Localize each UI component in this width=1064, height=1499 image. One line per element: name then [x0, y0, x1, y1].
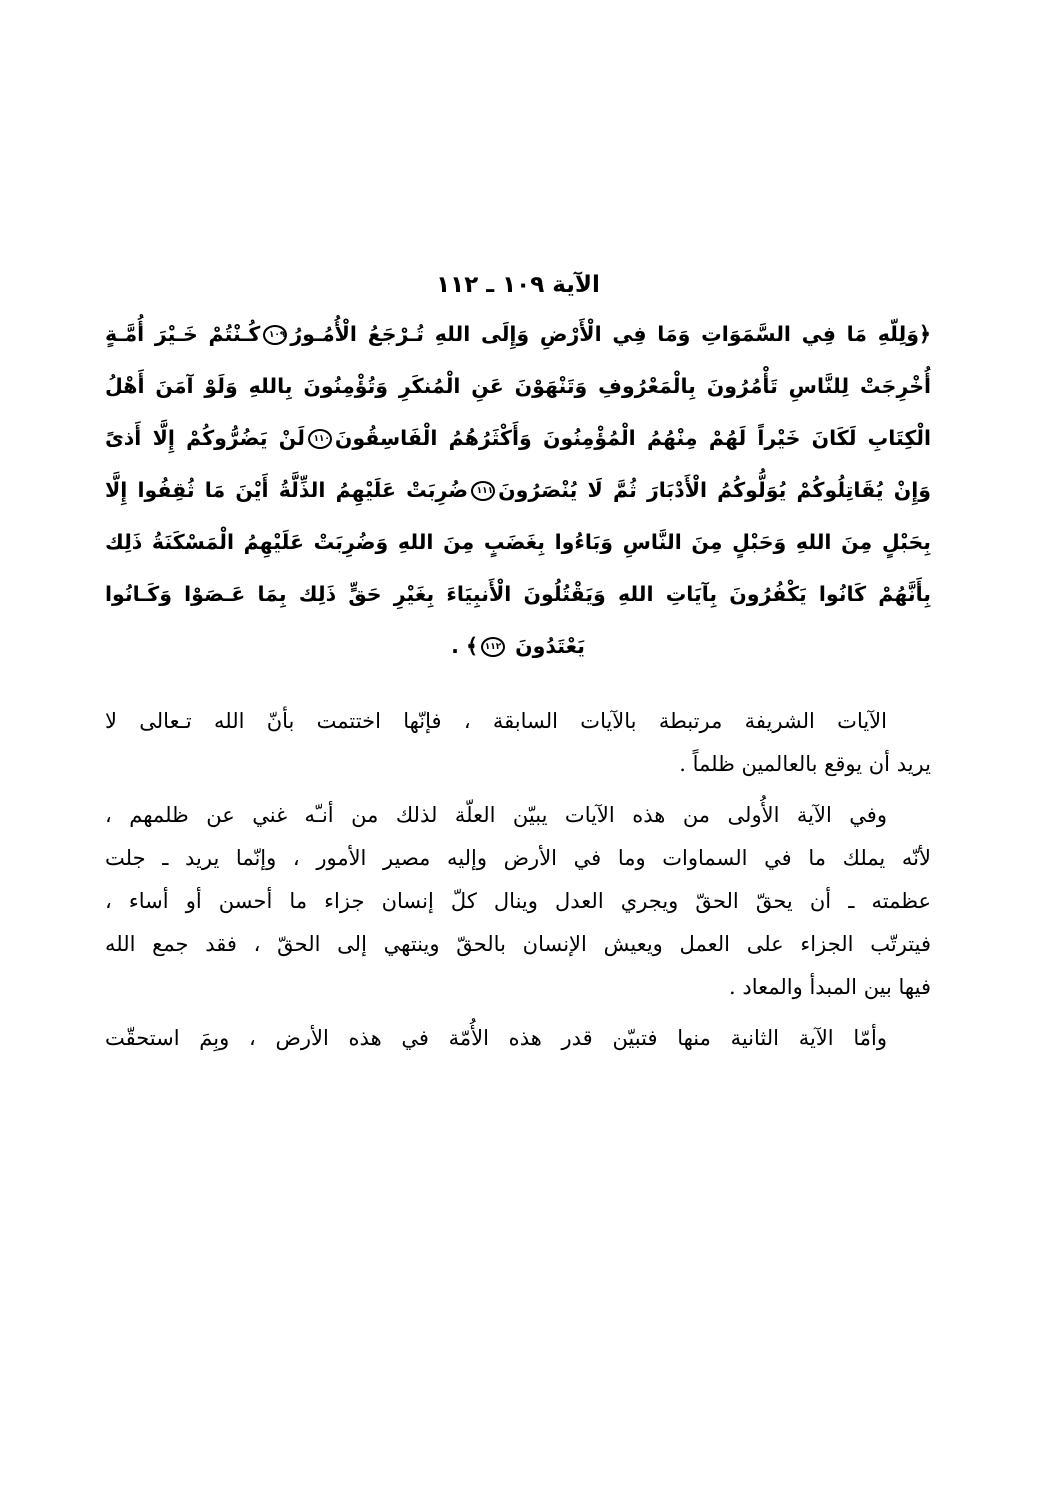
verse-text: كُـنْتُمْ خَـيْرَ أُمَّـةٍ [105, 322, 261, 346]
quran-verses-block [105, 308, 931, 672]
paragraph-2-line-1: وفي الآية الأُولى من هذه الآيات يبيّن العلّة لذلك من أنـّه غني عن ظلمهم ، [105, 803, 887, 827]
verse-text: ﴿وَلِلّهِ مَا فِي السَّمَوَاتِ وَمَا فِي الْأَرْضِ وَإِلَى اللهِ تُـرْجَعُ الْأُمُـورُ [290, 322, 932, 346]
commentary-body [105, 700, 931, 1060]
verse-text: لَنْ يَضُرُّوكُمْ إِلَّا أَذىً [105, 426, 305, 450]
verse-line-5: بِحَبْلٍ مِنَ اللهِ وَحَبْلٍ مِنَ النَّاسِ وَبَاءُوا بِغَضَبٍ مِنَ اللهِ وَضُرِبَتْ عَلَيْهِمُ الْمَسْكَنَةُ ذَلِك [105, 530, 931, 554]
verse-line-7 [105, 620, 931, 672]
verse-heading: الآية ١٠٩ ـ ١١٢ [436, 272, 600, 298]
ayah-number-marker: ١١١ [471, 481, 495, 501]
paragraph-2-line-5: فيها بين المبدأ والمعاد . [729, 975, 931, 999]
ayah-number-marker: ١٠٩ [263, 325, 287, 345]
verse-text: ﴾ . [451, 634, 479, 658]
paragraph-1-line-1: الآيات الشريفة مرتبطة بالآيات السابقة ، فإنّها اختتمت بأنّ الله تـعالى لا [105, 709, 887, 733]
verse-line-4 [105, 464, 931, 516]
verse-line-6: بِأَنَّهُمْ كَانُوا يَكْفُرُونَ بِآيَاتِ اللهِ وَيَقْتُلُونَ الْأَنبِيَاءَ بِغَيْرِ حَقٍّ ذَلِك بِمَا عَـصَوْا وَكَـانُوا [105, 582, 931, 606]
verse-line-1 [105, 308, 931, 360]
ayah-number-marker: ١١٢ [481, 637, 505, 657]
paragraph-3-line-1: وأمّا الآية الثانية منها فتبيّن قدر هذه الأُمّة في هذه الأرض ، وبِمَ استحقّت [105, 1026, 887, 1050]
verse-line-3 [105, 412, 931, 464]
paragraph-2-line-3: عظمته ـ أن يحقّ الحقّ ويجري العدل وينال كلّ إنسان جزاء ما أحسن أو أساء ، [105, 889, 931, 913]
verse-text: الْكِتَابِ لَكَانَ خَيْراً لَهُمْ مِنْهُمُ الْمُؤْمِنُونَ وَأَكْثَرُهُمُ الْفَاسِقُونَ [334, 426, 931, 450]
paragraph-1-line-2: يريد أن يوقع بالعالمين ظلماً . [679, 752, 931, 776]
paragraph-2-line-4: فيترتّب الجزاء على العمل ويعيش الإنسان بالحقّ وينتهي إلى الحقّ ، فقد جمع الله [105, 932, 931, 956]
verse-line-2: أُخْرِجَتْ لِلنَّاسِ تَأْمُرُونَ بِالْمَعْرُوفِ وَتَنْهَوْنَ عَنِ الْمُنكَرِ وَتُؤْمِنُونَ بِاللهِ وَلَوْ آمَنَ أَهْلُ [105, 374, 931, 398]
paragraph-2-line-2: لأنّه يملك ما في السماوات وما في الأرض وإليه مصير الأمور ، وإنّما يريد ـ جلت [105, 846, 931, 870]
verse-text: يَعْتَدُونَ [515, 634, 585, 658]
verse-text: وَإِنْ يُقَاتِلُوكُمْ يُوَلُّوكُمُ الْأَدْبَارَ ثُمَّ لَا يُنْصَرُونَ [498, 478, 931, 502]
verse-text: ضُرِبَتْ عَلَيْهِمُ الذِّلَّةُ أَيْنَ مَا ثُقِفُوا إِلَّا [105, 478, 469, 502]
document-page [105, 268, 931, 1060]
ayah-number-marker: ١١٠ [308, 429, 332, 449]
